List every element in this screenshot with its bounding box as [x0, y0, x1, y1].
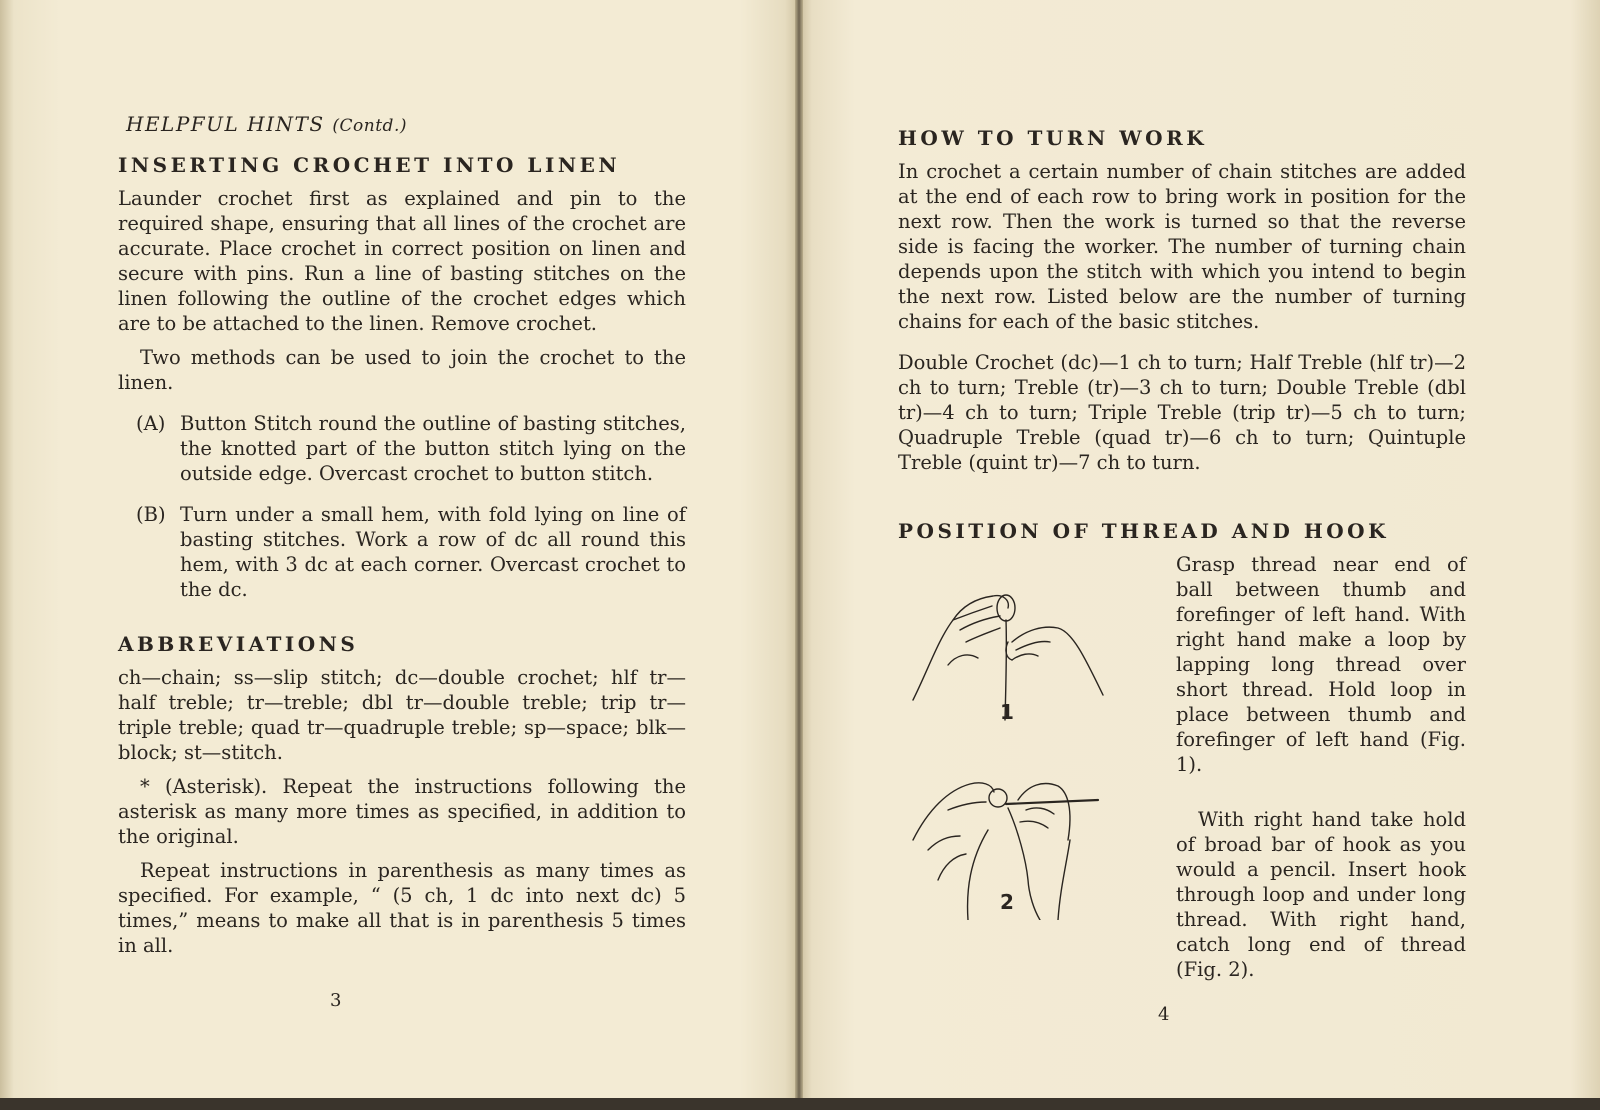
method-a-label: (A)	[136, 412, 166, 435]
figure-text-column	[1176, 552, 1466, 982]
bottom-edge	[0, 1098, 1600, 1110]
parenthesis-paragraph: Repeat instructions in parenthesis as many times as specified. For example, “ (5 ch, 1 dc into next dc) 5 times,” means to make all that is in parenthesis 5 times in all.	[118, 859, 686, 957]
thread-hook-heading: POSITION OF THREAD AND HOOK	[898, 519, 1389, 543]
figure-2-description: With right hand take hold of broad bar of hook as you would a pencil. Insert hook through loop and under long thread. With right hand, catch long end of thread (Fig. 2).	[1176, 808, 1466, 981]
right-page	[800, 0, 1600, 1100]
method-b-text: Turn under a small hem, with fold lying on line of basting stitches. Work a row of dc all round this hem, with 3 dc at each corner. Overcast crochet to the dc.	[180, 503, 686, 601]
method-a-text: Button Stitch round the outline of basting stitches, the knotted part of the button stitch lying on the outside edge. Overcast crochet to button stitch.	[180, 412, 686, 485]
figure-1-description: Grasp thread near end of ball between thumb and forefinger of left hand. With right hand make a loop by lapping long thread over short thread. Hold loop in place between thumb and forefinger of left hand (Fig. 1).	[1176, 553, 1466, 776]
asterisk-paragraph: * (Asterisk). Repeat the instructions following the asterisk as many more times as specified, in addition to the original.	[118, 775, 686, 848]
left-page-content	[118, 112, 686, 958]
page-number-right: 4	[1158, 1004, 1170, 1025]
method-b	[136, 502, 686, 602]
figure-2-label: 2	[1000, 890, 1014, 914]
inserting-crochet-heading: INSERTING CROCHET INTO LINEN	[118, 153, 621, 177]
abbreviations-heading: ABBREVIATIONS	[118, 632, 359, 656]
figure-block	[898, 552, 1466, 982]
figures-column	[898, 552, 1176, 982]
running-head-suffix: (Contd.)	[332, 116, 407, 136]
left-page	[0, 0, 798, 1100]
book-gutter	[795, 0, 803, 1110]
abbreviations-list: ch—chain; ss—slip stitch; dc—double crochet; hlf tr—half treble; tr—treble; dbl tr—double treble; trip tr—triple treble; quad tr—quadruple treble; sp—space; blk—block; st—stitch.	[118, 666, 686, 764]
turning-chains-list: Double Crochet (dc)—1 ch to turn; Half Treble (hlf tr)—2 ch to turn; Treble (tr)—3 ch to turn; Double Treble (dbl tr)—4 ch to turn; Triple Treble (trip tr)—5 ch to turn; Quadruple Treble (quad tr)—6 ch to turn; Quintuple Treble (quint tr)—7 ch to turn.	[898, 351, 1466, 474]
turn-work-paragraph: In crochet a certain number of chain stitches are added at the end of each row to bring work in position for the next row. Then the work is turned so that the reverse side is facing the worker. The number of turning chain depends upon the stitch with which you intend to begin the next row. Listed below are the number of turning chains for each of the basic stitches.	[898, 160, 1466, 333]
right-page-content	[898, 126, 1466, 982]
page-number-left: 3	[330, 990, 342, 1011]
running-head	[126, 112, 686, 139]
figure-1-label: 1	[1000, 700, 1014, 724]
method-a	[136, 411, 686, 486]
inserting-crochet-paragraph: Launder crochet first as explained and pin to the required shape, ensuring that all lines of the crochet are accurate. Place crochet in correct position on linen and secure with pins. Run a line of basting stitches on the linen following the outline of the crochet edges which are to be attached to the linen. Remove crochet.	[118, 187, 686, 335]
method-b-label: (B)	[136, 503, 166, 526]
turn-work-heading: HOW TO TURN WORK	[898, 126, 1208, 150]
two-methods-paragraph: Two methods can be used to join the crochet to the linen.	[118, 346, 686, 394]
running-head-title: HELPFUL HINTS	[126, 112, 325, 136]
